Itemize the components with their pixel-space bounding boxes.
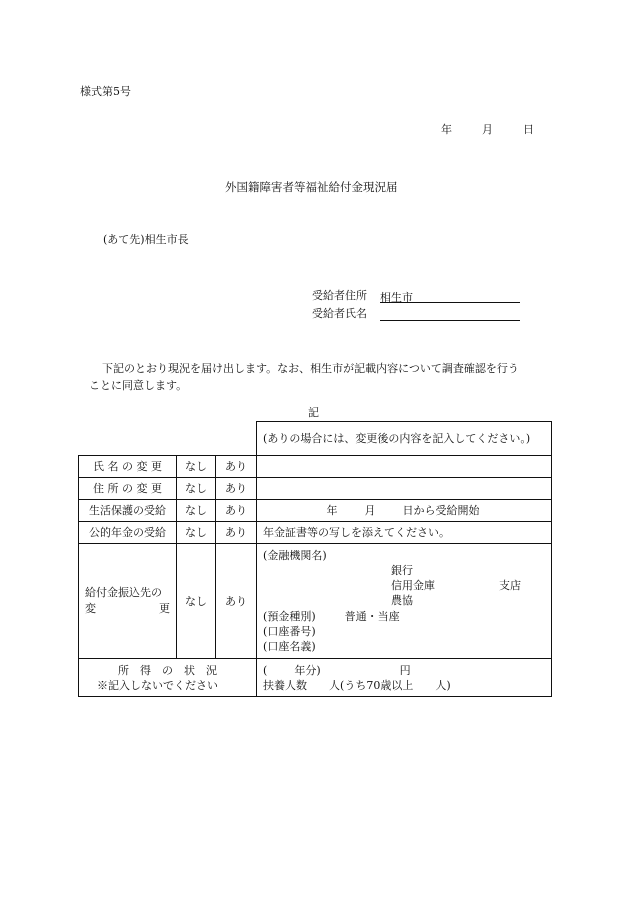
document-title: 外国籍障害者等福祉給付金現況届	[225, 180, 398, 194]
table-header-row	[79, 422, 552, 456]
account-number-label: (口座番号)	[263, 625, 316, 638]
applicant-name-field[interactable]	[380, 307, 520, 321]
welfare-nashi-option[interactable]: なし	[177, 500, 216, 522]
welfare-content-field[interactable]	[257, 500, 552, 522]
bank-type-shinkin: 信用金庫	[391, 579, 436, 592]
welfare-ari-option[interactable]: あり	[216, 500, 257, 522]
income-label: 所 得 の 状 況	[118, 663, 218, 677]
applicant-address-value: 相生市	[380, 291, 413, 304]
table-row	[79, 522, 552, 544]
body-text-line2: ことに同意します。	[89, 379, 188, 392]
bank-change-label-kou: 更	[159, 602, 170, 615]
row-label-pension: 公的年金の受給	[79, 522, 177, 544]
date-month-label: 月	[482, 123, 493, 136]
welfare-month-label: 月	[364, 504, 376, 517]
income-yen-label: 円	[399, 663, 411, 677]
row-label-name-change: 氏 名 の 変 更	[79, 456, 177, 478]
pension-ari-option[interactable]: あり	[216, 522, 257, 544]
table-row	[79, 544, 552, 659]
bank-type-nokyo: 農協	[391, 594, 414, 607]
deposit-type-row	[263, 609, 545, 624]
deposit-type-label: (預金種別)	[263, 610, 316, 623]
name-change-nashi-option[interactable]: なし	[177, 456, 216, 478]
address-change-nashi-option[interactable]: なし	[177, 478, 216, 500]
date-year-label: 年	[441, 123, 452, 136]
bank-change-label-line1: 給付金振込先の	[85, 586, 162, 599]
table-row	[79, 500, 552, 522]
row-label-bank-change	[79, 544, 177, 659]
body-text-line1: 下記のとおり現況を届け出します。なお、相生市が記載内容について調査確認を行う	[102, 362, 519, 375]
form-number: 様式第5号	[80, 85, 131, 98]
institution-label: (金融機関名)	[263, 549, 327, 562]
bank-ari-option[interactable]: あり	[216, 544, 257, 659]
row-label-welfare: 生活保護の受給	[79, 500, 177, 522]
welfare-start-text: 日から受給開始	[402, 504, 480, 517]
income-content	[257, 659, 552, 697]
address-change-content-field[interactable]	[257, 478, 552, 500]
applicant-name-label: 受給者氏名	[312, 307, 367, 320]
date-line	[441, 121, 534, 137]
table-row	[79, 659, 552, 697]
applicant-name-row	[312, 305, 520, 321]
row-label-address-change: 住 所 の 変 更	[79, 478, 177, 500]
applicant-address-label: 受給者住所	[312, 289, 367, 302]
income-note: ※記入しないでください	[97, 678, 218, 692]
pension-content-note: 年金証書等の写しを添えてください。	[257, 522, 552, 544]
ki-heading: 記	[308, 406, 319, 419]
account-name-label: (口座名義)	[263, 640, 316, 653]
date-day-label: 日	[523, 123, 534, 136]
bank-type-bank: 銀行	[391, 564, 414, 577]
income-open-paren: (	[263, 663, 268, 677]
report-table	[78, 421, 552, 697]
income-year-label: 年分)	[294, 663, 321, 677]
applicant-address-row	[312, 287, 520, 303]
name-change-content-field[interactable]	[257, 456, 552, 478]
address-change-ari-option[interactable]: あり	[216, 478, 257, 500]
welfare-year-label: 年	[326, 504, 338, 517]
applicant-address-field[interactable]	[380, 289, 520, 303]
dependents-line: 扶養人数 人(うち70歳以上 人)	[263, 678, 451, 692]
name-change-ari-option[interactable]: あり	[216, 456, 257, 478]
bank-nashi-option[interactable]: なし	[177, 544, 216, 659]
header-note: (ありの場合には、変更後の内容を記入してください。)	[257, 422, 552, 456]
table-row	[79, 456, 552, 478]
bank-content-field[interactable]	[257, 544, 552, 659]
pension-nashi-option[interactable]: なし	[177, 522, 216, 544]
bank-change-label-hen: 変	[85, 602, 96, 615]
income-label-cell	[79, 659, 257, 697]
addressee: (あて先)相生市長	[103, 233, 189, 246]
deposit-type-options[interactable]: 普通・当座	[344, 610, 400, 623]
table-row	[79, 478, 552, 500]
branch-label: 支店	[499, 579, 522, 592]
